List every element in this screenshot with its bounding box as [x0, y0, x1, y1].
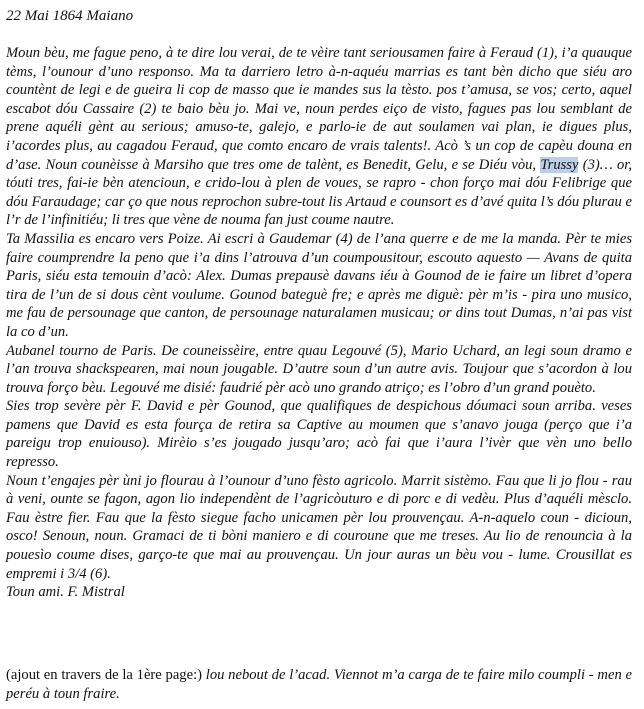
postscript	[6, 666, 632, 703]
letter-body	[6, 44, 632, 602]
highlighted-name-trussy[interactable]: Trussy	[540, 156, 579, 173]
paragraph-2: Ta Massilia es encaro vers Poize. Ai escri à Gaudemar (4) de l’ana querre e de me la manda. Pèr te mies faire coumprendre la peno que i’a dins l’atrouva d’un coumpousitour, escouto aquesto — Avans de quita Paris, siéu esta temouin d’acò: Alex. Dumas prepausè davans iéu à Gounod de ie faire un libret d’opera tira de l’un de si dous cènt voulume. Gounod bateguè fre; e après me diguè: pèr m’is - pira uno musico, me fau de persounage que canton, de persounage naturalamen musicau; or dins tout Dumas, n’ai pas vist la co d’un.	[6, 230, 632, 340]
postscript-editorial-note: (ajout en travers de la 1ère page:)	[6, 667, 206, 683]
paragraph-1	[6, 44, 632, 230]
paragraph-4: Sies trop sevère pèr F. David e pèr Gounod, que qualifiques de despichous dóumaci soun arriba. veses pamens que David es esta fourça de retira sa Captive au moumen que s’anavo jouga (perço que i’a pareigu trop enuiouso). Mirèio s’es jougado jusqu’aro; acò fai que i’aura l’ivèr que vèn uno bello represso.	[6, 398, 632, 471]
paragraph-1-text-before: Moun bèu, me fague peno, à te dire lou verai, de te vèire tant seriousamen faire à Feraud (1), i’a quauque tèms, l’ounour d’uno responso. Ma ta darriero letro à-n-aquéu marrias es tant bèn dicho que siéu aro countènt de legi e de gueira li cop de masso que ie mandes sus la tèsto. pos t’amusa, se vos; certo, aquel escabot dóu Cassaire (2) te baio bèu jo. Mai ve, noun perdes eiço de visto, fagues pas lou semblant de prene aquéli gènt au serious; amuso-te, galejo, e parlo-ie de aut soulamen vai plan, ie digues plus, i’acordes plus, au cagadou Feraud, que comto encaro de vrais talents!. Acò ’s un cop de capèu douna en d’ase. Noun counèisse à Marsiho que tres ome de talènt, es Benedit, Gelu, e se Diéu vòu,	[6, 45, 632, 173]
postscript-text: lou nebout de l’acad. Viennot m’a carga de te faire milo coumpli - men e peréu à toun fraire.	[6, 667, 632, 702]
paragraph-5: Noun t’engajes pèr ùni jo flourau à l’ounour d’uno fèsto agricolo. Marrit sistèmo. Fau que li jo flou - rau à veni, ounte se fagon, agon lio independènt de l’agricòuturo e di porc e di vedèu. Plus d’aquéli mèsclo. Fau èstre fier. Fau que la fèsto siegue facho unicamen pèr lou prouvençau. A-n-aquelo coun - dicioun, osco! Senoun, noun. Gramaci de ti bòni maniero e di couroune que me treses. Au lio de renouncia à la pouesìo coume dises, garço-te que mai au prouvençau. Un jour auras un bèu vou - lume. Crousillat es empremi i 3/4 (6).	[6, 472, 632, 582]
paragraph-3: Aubanel tourno de Paris. De couneissèire, entre quau Legouvé (5), Mario Uchard, an legi soun dramo e l’an trouva shackspearen, mai noun jougable. D’autre soun d’un autre avis. Toujour que s’acordon à lou trouva forço bèu. Legouvé me disié: faudrié pèr acò uno grando atriço; es l’obro d’un grand pouèto.	[6, 342, 632, 396]
paragraph-1-text-after: (3)… or, tóuti tres, fai-ie bèn atencioun, e crido-lou à plen de voues, se rapro - chon forço mai dóu Felibrige que dóu Faraudage; car ço que nous reprochon subre-tout lis Artaud e counsort es d’avé quita l’s dóu plurau e l’r de l’infinitiéu; li tres que vène de nouma fan just coume nautre.	[6, 156, 632, 229]
date-line: 22 Mai 1864 Maiano	[6, 8, 134, 24]
signature: Toun ami. F. Mistral	[6, 584, 125, 601]
